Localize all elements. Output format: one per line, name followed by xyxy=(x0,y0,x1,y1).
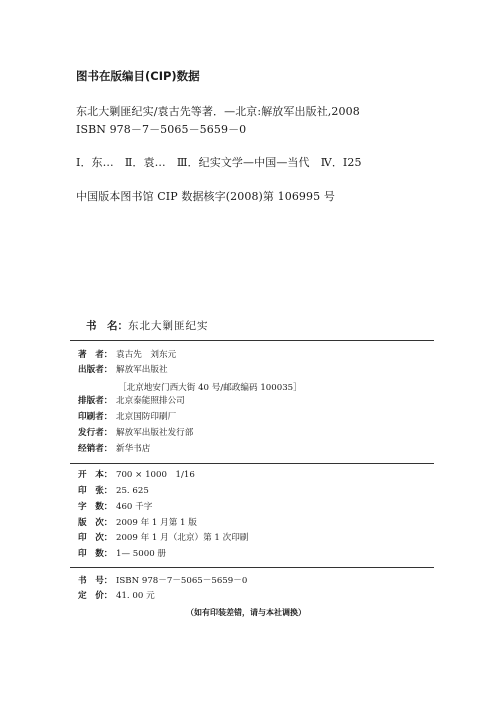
replacement-notice: （如有印装差错，请与本社调换） xyxy=(186,608,306,617)
divider-1 xyxy=(70,340,434,341)
spec-row-wordcount xyxy=(78,502,152,513)
pricing-label: 书 号： xyxy=(78,576,113,586)
publishing-row-author xyxy=(78,350,176,361)
publishing-row-printer xyxy=(78,412,176,423)
book-title-value: 东北大剿匪纪实 xyxy=(128,320,209,332)
cip-line-4: 中国版本图书馆 CIP 数据核字(2008)第 106995 号 xyxy=(76,190,335,203)
publishing-label: 排版者： xyxy=(78,396,113,406)
cip-line-3: Ⅰ．东… Ⅱ．袁… Ⅲ．纪实文学—中国—当代 Ⅳ．I25 xyxy=(76,156,362,169)
spec-row-printing xyxy=(78,533,248,544)
pricing-value: ISBN 978－7－5065－5659－0 xyxy=(116,576,248,586)
publishing-label: 出版者： xyxy=(78,365,113,375)
publishing-label: 发行者： xyxy=(78,428,113,438)
spec-label: 印 张： xyxy=(78,486,113,496)
publishing-row-publisher xyxy=(78,365,168,376)
spec-label: 版 次： xyxy=(78,518,113,528)
pricing-value: 41. 00 元 xyxy=(116,591,155,601)
pricing-label: 定 价： xyxy=(78,591,113,601)
publishing-value: 新华书店 xyxy=(116,444,151,454)
publishing-value: 袁古先 刘东元 xyxy=(116,350,177,360)
book-title-label: 书 名： xyxy=(86,320,128,332)
publishing-label: 著 者： xyxy=(78,350,113,360)
publishing-value: 解放军出版社发行部 xyxy=(116,428,194,438)
publishing-row-distributor xyxy=(78,428,193,439)
spec-row-edition xyxy=(78,518,197,529)
publishing-address: ［北京地安门西大街 40 号/邮政编码 100035］ xyxy=(118,383,302,393)
spec-row-print-run xyxy=(78,549,166,560)
cip-line-2: ISBN 978－7－5065－5659－0 xyxy=(76,123,247,136)
spec-value: 2009 年 1 月（北京）第 1 次印刷 xyxy=(116,533,249,543)
spec-label: 印 次： xyxy=(78,533,113,543)
publishing-label: 经销者： xyxy=(78,444,113,454)
publishing-value: 北京国防印刷厂 xyxy=(116,412,177,422)
publishing-row-seller xyxy=(78,444,150,455)
spec-row-format xyxy=(78,470,195,481)
spec-value: 25. 625 xyxy=(116,486,149,496)
divider-2 xyxy=(70,463,434,464)
spec-value: 700 × 1000 1/16 xyxy=(116,470,195,480)
spec-label: 字 数： xyxy=(78,502,113,512)
pricing-row-isbn xyxy=(78,576,247,587)
spec-value: 460 千字 xyxy=(116,502,153,512)
spec-value: 2009 年 1 月第 1 版 xyxy=(116,518,197,528)
spec-label: 印 数： xyxy=(78,549,113,559)
publishing-value: 解放军出版社 xyxy=(116,365,168,375)
publishing-value: 北京泰能照排公司 xyxy=(116,396,185,406)
cip-title: 图书在版编目(CIP)数据 xyxy=(76,69,200,83)
spec-label: 开 本： xyxy=(78,470,113,480)
publishing-label: 印刷者： xyxy=(78,412,113,422)
publishing-row-typesetter xyxy=(78,396,185,407)
pricing-row-price xyxy=(78,591,155,602)
book-title xyxy=(86,318,209,333)
spec-row-sheets xyxy=(78,486,149,497)
cip-line-1: 东北大剿匪纪实/袁古先等著．—北京:解放军出版社,2008 xyxy=(76,105,360,118)
divider-3 xyxy=(70,567,434,568)
spec-value: 1— 5000 册 xyxy=(116,549,166,559)
